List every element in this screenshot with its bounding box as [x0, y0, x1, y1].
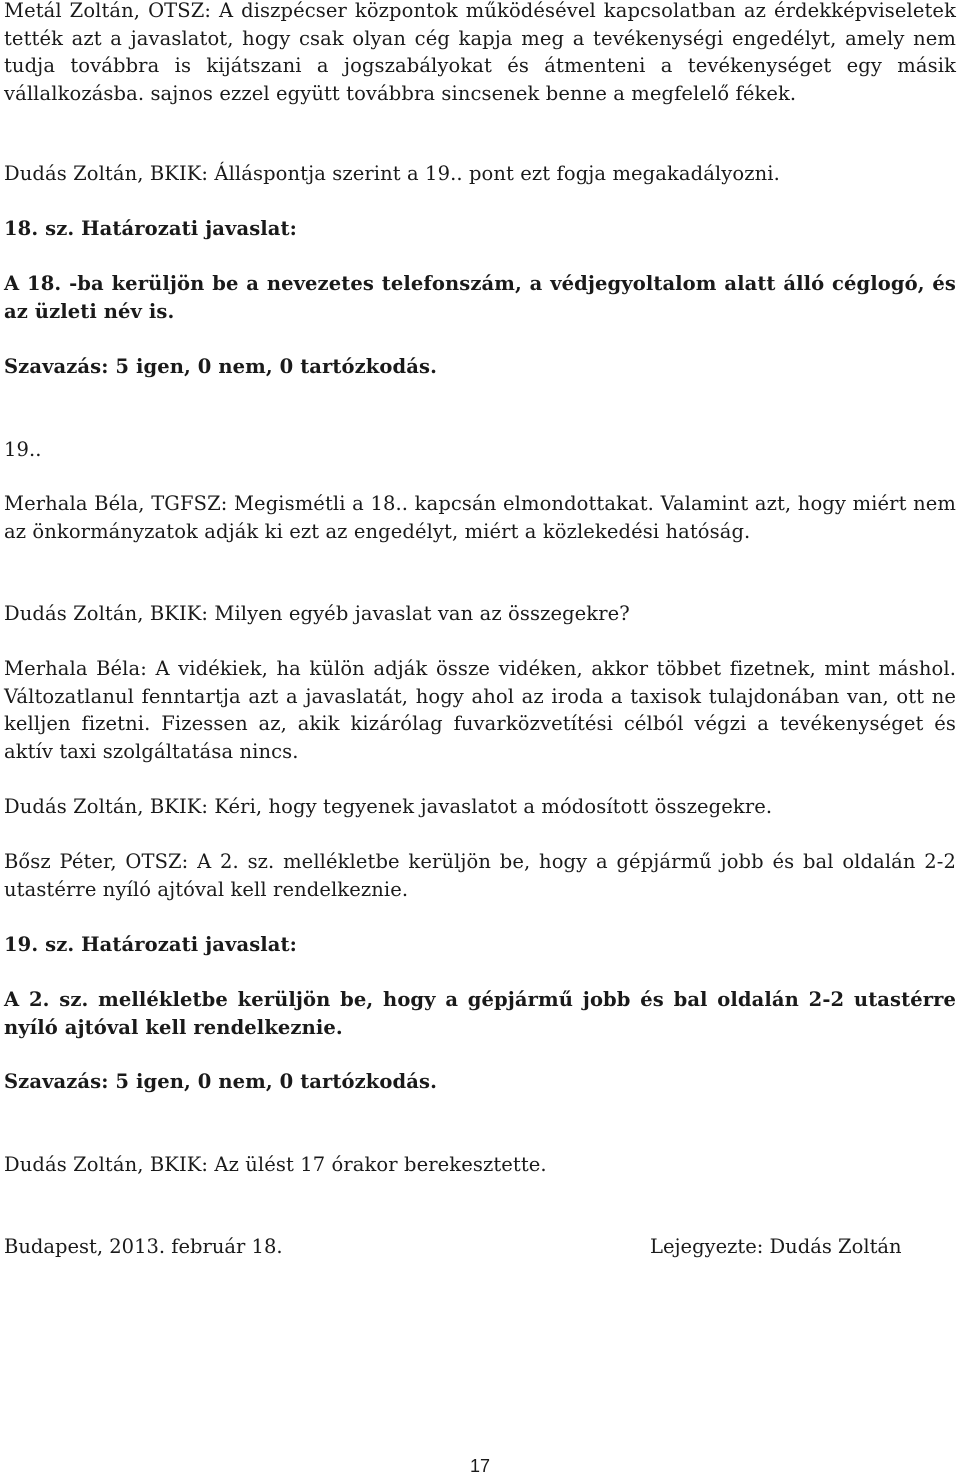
paragraph-merhala-repeat: Merhala Béla, TGFSZ: Megismétli a 18.. kapcsán elmondottakat. Valamint azt, hogy miért nem az önkormányzatok adják ki ezt az engedélyt, miért a közlekedési hatóság. [4, 492, 956, 543]
paragraph-merhala-answer: Merhala Béla: A vidékiek, ha külön adják össze vidéken, akkor többet fizetnek, mint máshol. Változatlanul fenntartja azt a javaslatát, hogy ahol az iroda a taxisok tulajdonában van, ott ne kelljen fizetni. Fizessen az, akik kizárólag fuvarközvetítési célból végzi a tevékenységet és aktív taxi szolgáltatása nincs. [4, 657, 956, 763]
paragraph-dudas-request: Dudás Zoltán, BKIK: Kéri, hogy tegyenek javaslatot a módosított összegekre. [4, 795, 773, 818]
resolution-18-heading: 18. sz. Határozati javaslat: [4, 217, 297, 240]
vote-result-19: Szavazás: 5 igen, 0 nem, 0 tartózkodás. [4, 1070, 437, 1093]
resolution-18-text: A 18. -ba kerüljön be a nevezetes telefonszám, a védjegyoltalom alatt álló céglogó, és az üzleti név is. [4, 272, 956, 323]
paragraph-meeting-closed: Dudás Zoltán, BKIK: Az ülést 17 órakor berekesztette. [4, 1153, 547, 1176]
paragraph-metal-zoltan-statement: Metál Zoltán, OTSZ: A diszpécser központok működésével kapcsolatban az érdekképviseletek tették azt a javaslatot, hogy csak olyan cég kapja meg a tevékenységi engedélyt, amely nem tudja továbbra is kijátszani a jogszabályokat és átmenteni a tevékenységet egy másik vállalkozásba. sajnos ezzel együtt továbbra sincsenek benne a megfelelő fékek. [4, 0, 956, 105]
paragraph-dudas-opinion: Dudás Zoltán, BKIK: Álláspontja szerint a 19.. pont ezt fogja megakadályozni. [4, 162, 780, 185]
paragraph-dudas-question: Dudás Zoltán, BKIK: Milyen egyéb javaslat van az összegekre? [4, 602, 630, 625]
place-and-date: Budapest, 2013. február 18. [4, 1235, 283, 1258]
vote-result-18: Szavazás: 5 igen, 0 nem, 0 tartózkodás. [4, 355, 437, 378]
resolution-19-text: A 2. sz. mellékletbe kerüljön be, hogy a gépjármű jobb és bal oldalán 2-2 utastérre nyíló ajtóval kell rendelkeznie. [4, 988, 956, 1039]
paragraph-bosz-proposal: Bősz Péter, OTSZ: A 2. sz. mellékletbe kerüljön be, hogy a gépjármű jobb és bal oldalán 2-2 utastérre nyíló ajtóval kell rendelkeznie. [4, 850, 956, 901]
document-page [4, 0, 956, 1479]
page-number: 17 [469, 1456, 491, 1476]
resolution-19-heading: 19. sz. Határozati javaslat: [4, 933, 297, 956]
section-19-label: 19.. [4, 438, 42, 461]
recorder-signature: Lejegyezte: Dudás Zoltán [650, 1235, 902, 1258]
